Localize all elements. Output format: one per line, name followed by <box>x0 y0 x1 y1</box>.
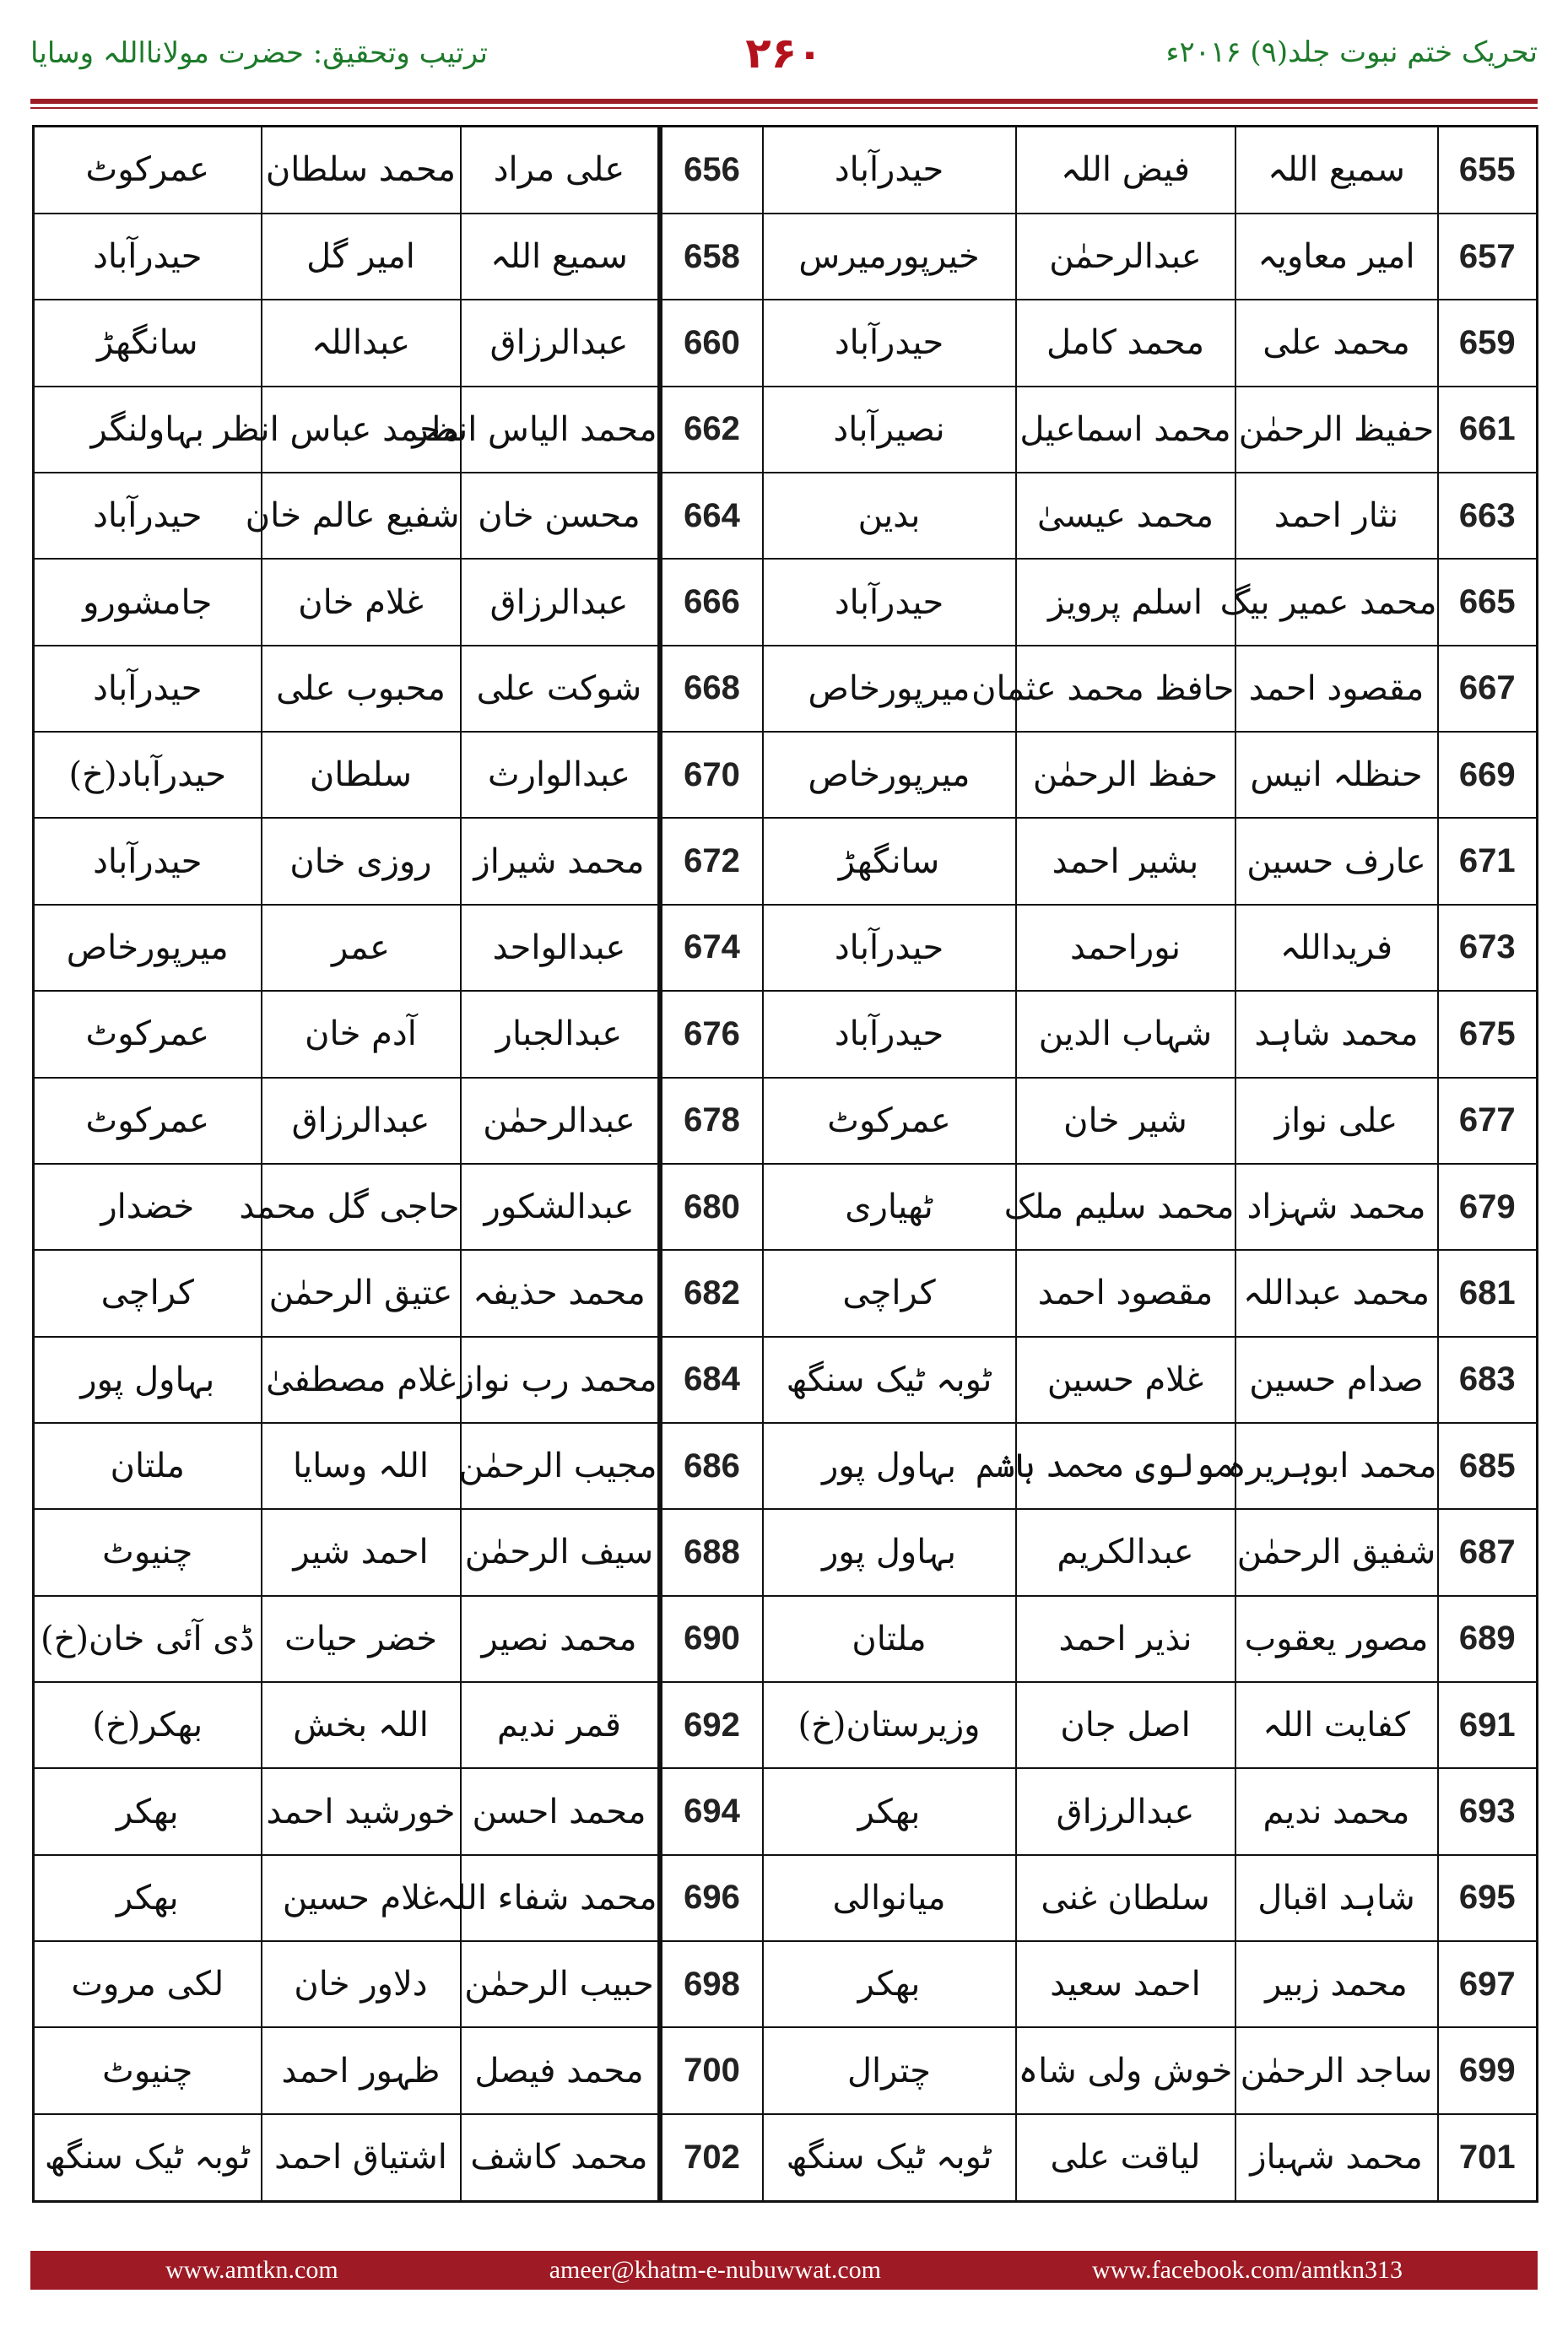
name-cell: علی مراد <box>461 127 660 214</box>
serial-number-cell: 690 <box>660 1596 763 1682</box>
father-name-cell: احمد شیر <box>262 1509 461 1595</box>
father-name-cell: مقصود احمد <box>1016 1250 1235 1336</box>
serial-number-cell: 693 <box>1438 1768 1538 1854</box>
table-row <box>34 1682 1538 1768</box>
serial-number-cell: 669 <box>1438 732 1538 818</box>
city-cell: میرپورخاص <box>763 646 1016 732</box>
name-cell: سمیع اللہ <box>461 214 660 300</box>
serial-number-cell: 683 <box>1438 1337 1538 1423</box>
name-cell: محمد ندیم <box>1235 1768 1438 1854</box>
father-name-cell: اللہ وسایا <box>262 1423 461 1509</box>
father-name-cell: عبداللہ <box>262 300 461 386</box>
serial-number-cell: 687 <box>1438 1509 1538 1595</box>
name-cell: سیف الرحمٰن <box>461 1509 660 1595</box>
serial-number-cell: 695 <box>1438 1855 1538 1941</box>
page-footer <box>30 2251 1538 2290</box>
name-cell: محمد حذیفہ <box>461 1250 660 1336</box>
city-cell: حیدرآباد <box>34 473 262 559</box>
serial-number-cell: 678 <box>660 1078 763 1164</box>
city-cell: ٹوبہ ٹیک سنگھ <box>34 2114 262 2202</box>
serial-number-cell: 657 <box>1438 214 1538 300</box>
table-row <box>34 300 1538 386</box>
name-cell: محمد شہباز <box>1235 2114 1438 2202</box>
city-cell: عمرکوٹ <box>34 991 262 1077</box>
city-cell: خیرپورمیرس <box>763 214 1016 300</box>
name-cell: امیر معاویہ <box>1235 214 1438 300</box>
table-row <box>34 1768 1538 1854</box>
serial-number-cell: 659 <box>1438 300 1538 386</box>
table-row <box>34 905 1538 991</box>
city-cell: بہاولنگر <box>34 387 262 473</box>
serial-number-cell: 696 <box>660 1855 763 1941</box>
serial-number-cell: 676 <box>660 991 763 1077</box>
name-cell: ساجد الرحمٰن <box>1235 2027 1438 2113</box>
city-cell: لکی مروت <box>34 1941 262 2027</box>
serial-number-cell: 692 <box>660 1682 763 1768</box>
father-name-cell: احمد سعید <box>1016 1941 1235 2027</box>
father-name-cell: آدم خان <box>262 991 461 1077</box>
father-name-cell: شہاب الدین <box>1016 991 1235 1077</box>
name-cell: حفیظ الرحمٰن <box>1235 387 1438 473</box>
city-cell: بہاول پور <box>34 1337 262 1423</box>
father-name-cell: عتیق الرحمٰن <box>262 1250 461 1336</box>
name-cell: محمد ابوہریرہ <box>1235 1423 1438 1509</box>
serial-number-cell: 675 <box>1438 991 1538 1077</box>
name-cell: فریداللہ <box>1235 905 1438 991</box>
serial-number-cell: 666 <box>660 559 763 645</box>
father-name-cell: شیر خان <box>1016 1078 1235 1164</box>
footer-website-link[interactable]: www.amtkn.com <box>165 2256 338 2284</box>
name-cell: عبدالرزاق <box>461 559 660 645</box>
father-name-cell: اللہ بخش <box>262 1682 461 1768</box>
name-cell: عبدالشکور <box>461 1164 660 1250</box>
serial-number-cell: 674 <box>660 905 763 991</box>
name-cell: قمر ندیم <box>461 1682 660 1768</box>
city-cell: عمرکوٹ <box>763 1078 1016 1164</box>
table-row <box>34 1596 1538 1682</box>
serial-number-cell: 661 <box>1438 387 1538 473</box>
father-name-cell: خورشید احمد <box>262 1768 461 1854</box>
city-cell: حیدرآباد <box>763 905 1016 991</box>
header-rule-thin <box>30 107 1538 109</box>
father-name-cell: سلطان غنی <box>1016 1855 1235 1941</box>
name-cell: محسن خان <box>461 473 660 559</box>
name-cell: محمد نصیر <box>461 1596 660 1682</box>
city-cell: بھکر <box>34 1768 262 1854</box>
father-name-cell: شفیع عالم خان <box>262 473 461 559</box>
city-cell: سانگھڑ <box>34 300 262 386</box>
table-row <box>34 214 1538 300</box>
city-cell: ٹوبہ ٹیک سنگھ <box>763 2114 1016 2202</box>
serial-number-cell: 700 <box>660 2027 763 2113</box>
table-row <box>34 1509 1538 1595</box>
name-cell: سمیع اللہ <box>1235 127 1438 214</box>
serial-number-cell: 686 <box>660 1423 763 1509</box>
father-name-cell: اشتیاق احمد <box>262 2114 461 2202</box>
name-cell: محمد رب نواز <box>461 1337 660 1423</box>
serial-number-cell: 702 <box>660 2114 763 2202</box>
father-name-cell: نوراحمد <box>1016 905 1235 991</box>
book-title: تحریک ختم نبوت جلد(۹) ۲۰۱۶ء <box>1165 35 1538 69</box>
city-cell: کراچی <box>34 1250 262 1336</box>
serial-number-cell: 673 <box>1438 905 1538 991</box>
table-row <box>34 2027 1538 2113</box>
city-cell: حیدرآباد <box>763 559 1016 645</box>
name-cell: محمد شیراز <box>461 818 660 904</box>
serial-number-cell: 691 <box>1438 1682 1538 1768</box>
father-name-cell: عبدالرحمٰن <box>1016 214 1235 300</box>
father-name-cell: سلطان <box>262 732 461 818</box>
name-cell: محمد شہزاد <box>1235 1164 1438 1250</box>
city-cell: حیدرآباد(خ) <box>34 732 262 818</box>
name-cell: صدام حسین <box>1235 1337 1438 1423</box>
father-name-cell: غلام خان <box>262 559 461 645</box>
city-cell: بھکر <box>34 1855 262 1941</box>
name-cell: علی نواز <box>1235 1078 1438 1164</box>
city-cell: نصیرآباد <box>763 387 1016 473</box>
name-cell: شاہد اقبال <box>1235 1855 1438 1941</box>
father-name-cell: محمد سلیم ملک <box>1016 1164 1235 1250</box>
serial-number-cell: 701 <box>1438 2114 1538 2202</box>
name-cell: محمد زبیر <box>1235 1941 1438 2027</box>
city-cell: حیدرآباد <box>34 818 262 904</box>
city-cell: حیدرآباد <box>34 646 262 732</box>
serial-number-cell: 672 <box>660 818 763 904</box>
serial-number-cell: 665 <box>1438 559 1538 645</box>
table-row <box>34 387 1538 473</box>
table-row <box>34 127 1538 214</box>
city-cell: بہاول پور <box>763 1423 1016 1509</box>
father-name-cell: فیض اللہ <box>1016 127 1235 214</box>
father-name-cell: خضر حیات <box>262 1596 461 1682</box>
father-name-cell: عبدالرزاق <box>262 1078 461 1164</box>
father-name-cell: محبوب علی <box>262 646 461 732</box>
father-name-cell: اصل جان <box>1016 1682 1235 1768</box>
father-name-cell: دلاور خان <box>262 1941 461 2027</box>
serial-number-cell: 680 <box>660 1164 763 1250</box>
serial-number-cell: 682 <box>660 1250 763 1336</box>
table-row <box>34 991 1538 1077</box>
city-cell: میرپورخاص <box>763 732 1016 818</box>
city-cell: بدین <box>763 473 1016 559</box>
father-name-cell: نذیر احمد <box>1016 1596 1235 1682</box>
name-cell: حنظلہ انیس <box>1235 732 1438 818</box>
father-name-cell: اسلم پرویز <box>1016 559 1235 645</box>
city-cell: سانگھڑ <box>763 818 1016 904</box>
city-cell: ملتان <box>763 1596 1016 1682</box>
city-cell: میانوالی <box>763 1855 1016 1941</box>
serial-number-cell: 668 <box>660 646 763 732</box>
serial-number-cell: 664 <box>660 473 763 559</box>
city-cell: میرپورخاص <box>34 905 262 991</box>
serial-number-cell: 684 <box>660 1337 763 1423</box>
name-cell: محمد عمیر بیگ <box>1235 559 1438 645</box>
city-cell: بہاول پور <box>763 1509 1016 1595</box>
table-row <box>34 818 1538 904</box>
name-cell: محمد فیصل <box>461 2027 660 2113</box>
table-row <box>34 1250 1538 1336</box>
name-cell: شفیق الرحمٰن <box>1235 1509 1438 1595</box>
father-name-cell: محمد کامل <box>1016 300 1235 386</box>
name-cell: حبیب الرحمٰن <box>461 1941 660 2027</box>
name-cell: عبدالوارث <box>461 732 660 818</box>
serial-number-cell: 699 <box>1438 2027 1538 2113</box>
city-cell: حیدرآباد <box>763 127 1016 214</box>
table-row <box>34 1423 1538 1509</box>
footer-facebook-link[interactable]: www.facebook.com/amtkn313 <box>1092 2256 1403 2284</box>
father-name-cell: حاجی گل محمد <box>262 1164 461 1250</box>
footer-email-link[interactable]: ameer@khatm-e-nubuwwat.com <box>549 2256 882 2284</box>
compiler-credit: ترتیب وتحقیق: حضرت مولانااللہ وسایا <box>30 36 488 70</box>
serial-number-cell: 677 <box>1438 1078 1538 1164</box>
father-name-cell: محمد سلطان <box>262 127 461 214</box>
table-row <box>34 1941 1538 2027</box>
city-cell: عمرکوٹ <box>34 1078 262 1164</box>
city-cell: ٹوبہ ٹیک سنگھ <box>763 1337 1016 1423</box>
father-name-cell: محمد اسماعیل <box>1016 387 1235 473</box>
names-table <box>32 125 1538 2203</box>
name-cell: مجیب الرحمٰن <box>461 1423 660 1509</box>
name-cell: مصور یعقوب <box>1235 1596 1438 1682</box>
table-row <box>34 732 1538 818</box>
father-name-cell: غلام حسین <box>1016 1337 1235 1423</box>
table-row <box>34 646 1538 732</box>
table-row <box>34 559 1538 645</box>
city-cell: حیدرآباد <box>763 300 1016 386</box>
city-cell: چترال <box>763 2027 1016 2113</box>
city-cell: حیدرآباد <box>34 214 262 300</box>
city-cell: بھکر(خ) <box>34 1682 262 1768</box>
serial-number-cell: 698 <box>660 1941 763 2027</box>
city-cell: عمرکوٹ <box>34 127 262 214</box>
serial-number-cell: 694 <box>660 1768 763 1854</box>
father-name-cell: روزی خان <box>262 818 461 904</box>
name-cell: کفایت اللہ <box>1235 1682 1438 1768</box>
serial-number-cell: 689 <box>1438 1596 1538 1682</box>
father-name-cell: عمر <box>262 905 461 991</box>
name-cell: عبدالرزاق <box>461 300 660 386</box>
father-name-cell: عبدالکریم <box>1016 1509 1235 1595</box>
name-cell: شوکت علی <box>461 646 660 732</box>
father-name-cell: ظہور احمد <box>262 2027 461 2113</box>
table-row <box>34 1337 1538 1423</box>
name-cell: محمد شفاء اللہ <box>461 1855 660 1941</box>
father-name-cell: مولوی محمد ہاشم <box>1016 1423 1235 1509</box>
serial-number-cell: 670 <box>660 732 763 818</box>
father-name-cell: عبدالرزاق <box>1016 1768 1235 1854</box>
name-cell: عارف حسین <box>1235 818 1438 904</box>
name-cell: محمد کاشف <box>461 2114 660 2202</box>
table-body <box>34 127 1538 2202</box>
father-name-cell: حافظ محمد عثمان <box>1016 646 1235 732</box>
name-cell: محمد شاہد <box>1235 991 1438 1077</box>
serial-number-cell: 662 <box>660 387 763 473</box>
father-name-cell: محمد عباس انظر <box>262 387 461 473</box>
table-row <box>34 473 1538 559</box>
page-header <box>30 29 1538 79</box>
name-cell: محمد علی <box>1235 300 1438 386</box>
father-name-cell: بشیر احمد <box>1016 818 1235 904</box>
serial-number-cell: 667 <box>1438 646 1538 732</box>
serial-number-cell: 679 <box>1438 1164 1538 1250</box>
table-row <box>34 1164 1538 1250</box>
name-cell: عبدالرحمٰن <box>461 1078 660 1164</box>
city-cell: ملتان <box>34 1423 262 1509</box>
serial-number-cell: 656 <box>660 127 763 214</box>
page-number: ۲۶۰ <box>745 29 823 78</box>
city-cell: چنیوٹ <box>34 2027 262 2113</box>
father-name-cell: امیر گل <box>262 214 461 300</box>
serial-number-cell: 685 <box>1438 1423 1538 1509</box>
serial-number-cell: 655 <box>1438 127 1538 214</box>
table-row <box>34 1078 1538 1164</box>
name-cell: نثار احمد <box>1235 473 1438 559</box>
name-cell: مقصود احمد <box>1235 646 1438 732</box>
father-name-cell: خوش ولی شاہ <box>1016 2027 1235 2113</box>
name-cell: عبدالواحد <box>461 905 660 991</box>
city-cell: خضدار <box>34 1164 262 1250</box>
name-cell: محمد الیاس انظر <box>461 387 660 473</box>
city-cell: بھکر <box>763 1768 1016 1854</box>
serial-number-cell: 671 <box>1438 818 1538 904</box>
serial-number-cell: 697 <box>1438 1941 1538 2027</box>
city-cell: وزیرستان(خ) <box>763 1682 1016 1768</box>
serial-number-cell: 688 <box>660 1509 763 1595</box>
city-cell: کراچی <box>763 1250 1016 1336</box>
city-cell: حیدرآباد <box>763 991 1016 1077</box>
header-rule-thick <box>30 99 1538 104</box>
father-name-cell: لیاقت علی <box>1016 2114 1235 2202</box>
name-cell: محمد احسن <box>461 1768 660 1854</box>
father-name-cell: غلام حسین <box>262 1855 461 1941</box>
table-row <box>34 1855 1538 1941</box>
father-name-cell: غلام مصطفیٰ <box>262 1337 461 1423</box>
city-cell: جامشورو <box>34 559 262 645</box>
city-cell: ٹھیاری <box>763 1164 1016 1250</box>
serial-number-cell: 663 <box>1438 473 1538 559</box>
serial-number-cell: 681 <box>1438 1250 1538 1336</box>
city-cell: ڈی آئی خان(خ) <box>34 1596 262 1682</box>
city-cell: بھکر <box>763 1941 1016 2027</box>
serial-number-cell: 660 <box>660 300 763 386</box>
name-cell: عبدالجبار <box>461 991 660 1077</box>
father-name-cell: محمد عیسیٰ <box>1016 473 1235 559</box>
serial-number-cell: 658 <box>660 214 763 300</box>
name-cell: محمد عبداللہ <box>1235 1250 1438 1336</box>
city-cell: چنیوٹ <box>34 1509 262 1595</box>
names-table-container <box>32 125 1536 2203</box>
father-name-cell: حفظ الرحمٰن <box>1016 732 1235 818</box>
table-row <box>34 2114 1538 2202</box>
